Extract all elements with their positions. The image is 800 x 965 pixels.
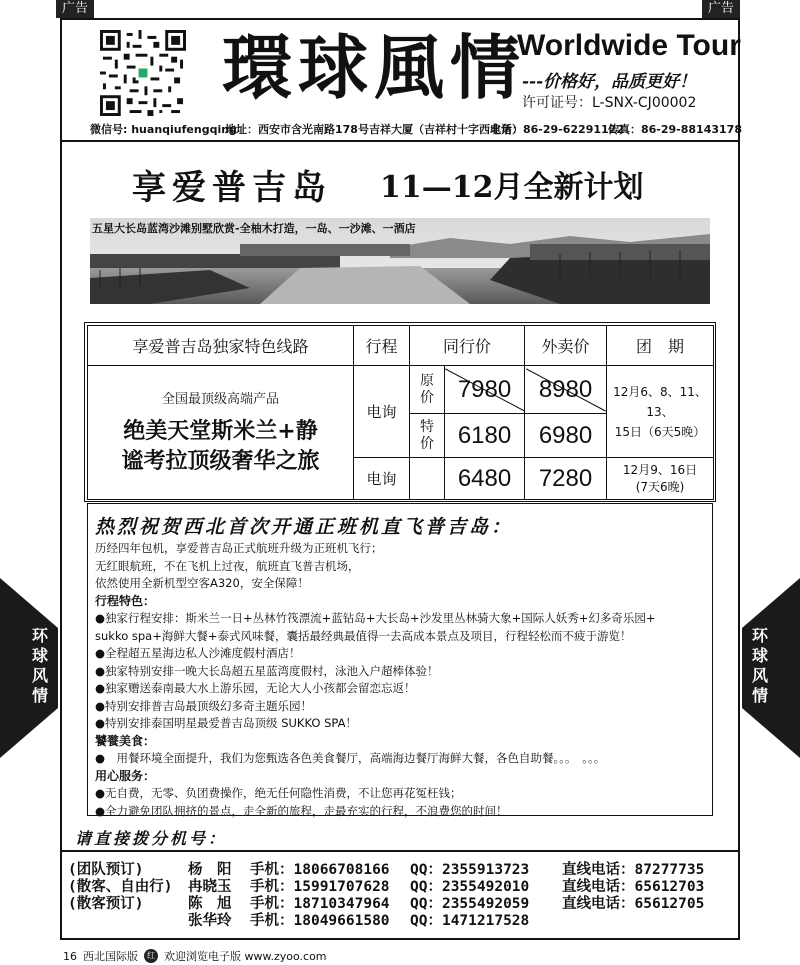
dates-line-1: 12月6、8、11、13、 [613,384,707,419]
brand-english: Worldwide Tour [517,29,741,62]
dates-cell-2 [607,458,714,500]
side-char: 情 [31,686,48,705]
website-link[interactable]: 欢迎浏览电子版 www.zyoo.com [164,950,327,963]
col-header-route: 享爱普吉岛独家特色线路 [88,326,354,366]
company-address: 地址：西安市含光南路178号吉祥大厦（吉祥村十字西北角） [225,123,523,136]
contact-name: 张华玲 [188,913,232,929]
feature-item: ●独家赠送泰南最大水上游乐园，无论大人小孩都会留恋忘返！ [95,681,416,695]
intro-line: 历经四年包机，享爱普吉岛正式航班升级为正班机飞行； [95,541,383,555]
contact-mobile[interactable]: 手机：18066708166 [250,862,390,878]
product-tag: 全国最顶级高端产品 [161,392,279,407]
original-price-label-line-1: 原 [420,372,434,389]
special-retail-price: 6980 [525,414,607,458]
food-title: 饕餮美食： [95,733,156,748]
edition-label: 西北国际版 [83,950,138,963]
contact-mobile[interactable]: 手机：18710347964 [250,896,390,912]
route-price-table [87,325,714,500]
service-title: 用心服务： [95,768,156,783]
ad-tag-left: 广告 [56,0,94,18]
resort-photo [90,218,710,304]
dates-cell-1 [607,366,714,458]
publisher-logo-icon: 红 [144,949,158,963]
contact-mobile[interactable]: 手机：18049661580 [250,913,390,929]
contact-row [68,913,738,930]
contact-category: (团队预订) [68,862,144,878]
contact-list [68,862,738,930]
wechat-id: 微信号: huanqiufengqing [90,123,237,136]
contact-name: 冉晓玉 [188,879,232,895]
service-item: ●全力避免团队拥挤的景点，走全新的旅程，走最充实的行程，不浪费您的时间！ [95,803,508,818]
contact-row [68,896,738,913]
intro-line: 无红眼航班，不在飞机上过夜，航班直飞普吉机场， [95,558,360,573]
contact-name: 杨 阳 [188,862,232,878]
intro-line: 依然使用全新机型空客A320，安全保障！ [95,576,309,590]
photo-caption: 五星大长岛蓝湾沙滩别墅欣赏-全柚木打造，一岛、一沙滩、一酒店 [92,222,416,235]
side-char: 环 [31,626,48,645]
product-name-line-2: 谧考拉顶级奢华之旅 [121,449,320,474]
contact-direct-line[interactable]: 直线电话：65612705 [562,896,705,912]
strike-line [445,368,525,411]
original-peer-price-value: 7980 [457,375,512,403]
features-title: 行程特色： [95,593,156,608]
product-cell [88,366,354,500]
wechat-qr-code [100,30,186,116]
brand-logo-text: 環球風情 [222,26,526,109]
license-number: 许可证号：L-SNX-CJ00002 [522,95,697,111]
contact-qq[interactable]: QQ：2355492010 [410,879,530,895]
itinerary-cell: 电询 [354,366,410,458]
header-divider [60,140,740,142]
contact-direct-line[interactable]: 直线电话：65612703 [562,879,705,895]
feature-item: ●特别安排泰国明星最爱普吉岛顶级 SUKKO SPA！ [95,716,357,730]
side-char: 环 [751,626,768,645]
original-price-label-line-2: 价 [420,389,434,406]
col-header-itinerary: 行程 [354,326,410,366]
feature-item: ●独家特别安排一晚大长岛超五星蓝湾度假村，泳池入户超棒体验！ [95,663,439,678]
side-char: 球 [751,646,768,665]
contact-row [68,862,738,879]
side-char: 情 [751,686,768,705]
retail-price-2: 7280 [525,458,607,500]
page-title: 享爱普吉岛 [132,168,332,208]
feature-item: ●全程超五星海边私人沙滩度假村酒店！ [95,646,301,660]
announcement-heading: 热烈祝贺西北首次开通正班机直飞普吉岛： [95,516,514,538]
feature-item: ●独家行程安排：斯米兰一日+丛林竹筏漂流+蓝钻岛+大长岛+沙发里丛林骑大象+国际人妖秀+幻多奇乐园+ [95,611,656,625]
dates-line-2: 15日（6天5晚） [614,424,706,439]
dates-2-line-2: (7天6晚) [635,479,685,494]
food-item: ● 用餐环境全面提升，我们为您甄选各色美食餐厅，高端海边餐厅海鲜大餐，各色自助餐。。。 。。。 [95,751,606,765]
body-content [95,540,707,820]
side-label-right [750,626,770,706]
contact-direct-line[interactable]: 直线电话：87277735 [562,862,705,878]
side-label-left [30,626,50,706]
contact-category [68,913,188,930]
company-fax: 传真：86-29-88143178 [608,123,742,136]
ad-tag-right: 广告 [702,0,740,18]
col-header-dates: 团 期 [607,326,714,366]
contact-category: (散客预订) [68,896,144,912]
special-price-label-line-2: 价 [420,435,434,452]
feature-item: sukko spa+海鲜大餐+泰式风味餐，囊括最经典最值得一去高成本景点及项目，行程轻松而不疲于游览！ [95,628,632,643]
contact-category: (散客、自由行) [68,879,173,895]
contact-name: 陈 旭 [188,896,232,912]
original-retail-price [525,366,607,414]
service-item: ●无自费，无零、负团费操作，绝无任何隐性消费，不让您再花冤枉钱； [95,786,462,800]
contact-qq[interactable]: QQ：1471217528 [410,913,530,929]
special-price-label [410,414,445,458]
page-number: 16 [63,949,77,963]
contact-qq[interactable]: QQ：2355913723 [410,862,530,878]
side-tab-right [742,578,800,758]
page-subtitle: 11—12月全新计划 [380,170,644,205]
original-retail-price-value: 8980 [538,375,593,403]
original-peer-price [445,366,525,414]
contact-row [68,879,738,896]
slogan: ---价格好，品质更好！ [522,72,697,92]
feature-item: ●特别安排普吉岛最顶级幻多奇主题乐园！ [95,698,313,713]
col-header-retail-price: 外卖价 [525,326,607,366]
page-footer [63,948,327,964]
dates-2-line-1: 12月9、16日 [622,462,698,477]
side-char: 球 [31,646,48,665]
side-tab-left [0,578,58,758]
side-char: 风 [751,666,768,685]
special-peer-price: 6180 [445,414,525,458]
col-header-peer-price: 同行价 [410,326,525,366]
contact-heading: 请直接拨分机号： [75,829,228,848]
contact-divider [60,850,740,852]
special-price-label-line-1: 特 [420,418,434,435]
strike-line [526,368,606,411]
itinerary-cell-2: 电询 [354,458,410,500]
empty-label-cell [410,458,445,500]
product-name-line-1: 绝美天堂斯米兰+静 [123,419,318,444]
original-price-label [410,366,445,414]
contact-mobile[interactable]: 手机：15991707628 [250,879,390,895]
contact-qq[interactable]: QQ：2355492059 [410,896,530,912]
peer-price-2: 6480 [445,458,525,500]
company-phone: 电话：86-29-62291122 [490,123,624,136]
side-char: 风 [31,666,48,685]
